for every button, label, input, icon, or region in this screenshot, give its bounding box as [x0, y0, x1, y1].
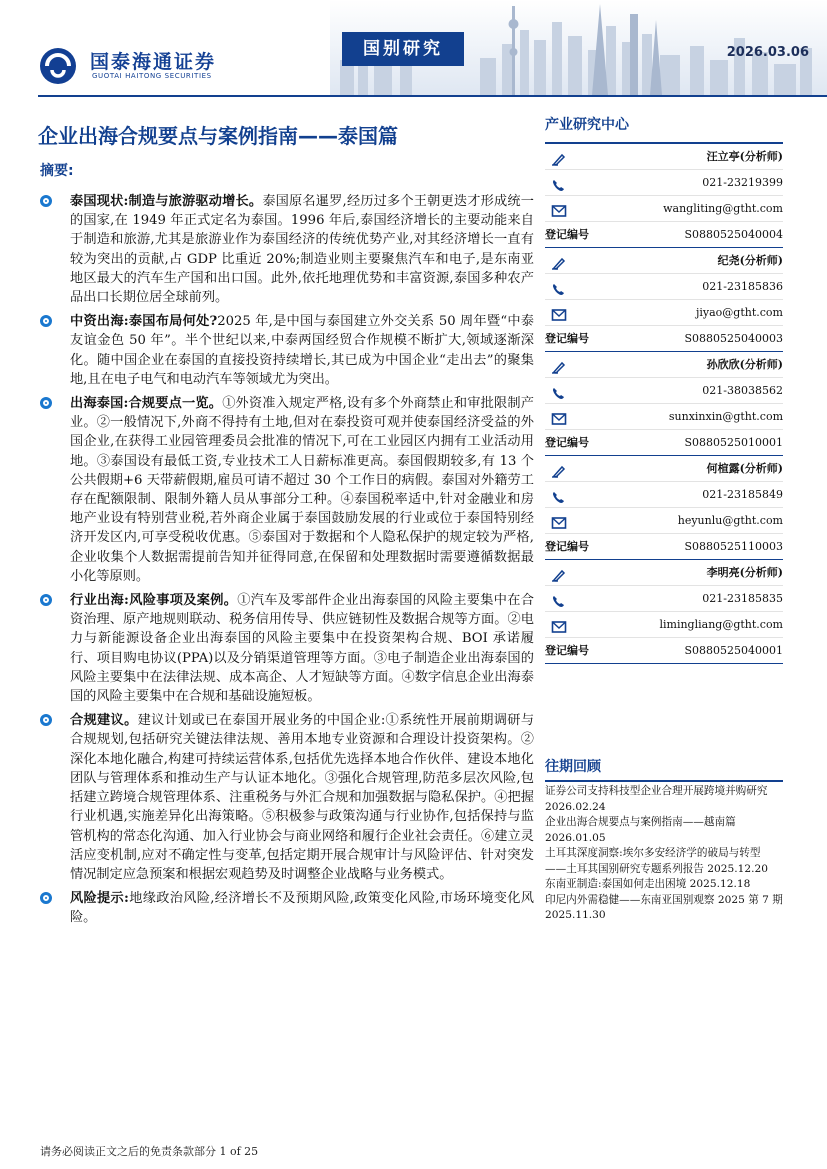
paragraph-heading: 泰国现状:制造与旅游驱动增长。: [70, 194, 263, 209]
analyst-row: [545, 612, 783, 638]
abstract-body: [40, 192, 534, 933]
analyst-email[interactable]: heyunlu@gtht.com: [677, 514, 783, 527]
analyst-registration: S0880525040004: [684, 228, 783, 241]
analyst-email[interactable]: limingliang@gtht.com: [659, 618, 783, 631]
report-category: 国别研究: [342, 32, 464, 66]
analyst-row: [545, 430, 783, 455]
mail-icon: [551, 514, 567, 528]
phone-icon: [551, 384, 567, 398]
analyst-row: [545, 326, 783, 351]
analyst-row: [545, 144, 783, 170]
analyst-registration: S0880525040003: [684, 332, 783, 345]
registration-label: 登记编号: [545, 436, 589, 449]
analyst-row: [545, 534, 783, 559]
analyst-card: [545, 144, 783, 248]
analyst-card: [545, 456, 783, 560]
past-review-line[interactable]: 东南亚制造:泰国如何走出困境 2025.12.18: [545, 878, 751, 890]
paragraph-heading: 出海泰国:合规要点一览。: [70, 396, 223, 412]
past-review-line[interactable]: 2026.01.05: [545, 831, 606, 844]
company-logo: [38, 46, 78, 86]
analyst-registration: S0880525010001: [684, 436, 783, 449]
page-header: [0, 0, 827, 95]
past-review-line[interactable]: 印尼内外需稳健——东南亚国别观察 2025 第 7 期: [545, 893, 783, 906]
mail-icon: [551, 202, 567, 216]
analyst-email[interactable]: wangliting@gtht.com: [663, 202, 783, 215]
bullet-icon: [40, 594, 52, 606]
analyst-card: [545, 352, 783, 456]
past-reviews-title: 往期回顾: [545, 756, 783, 782]
bullet-icon: [40, 315, 52, 327]
past-review-line[interactable]: ——土耳其国别研究专题系列报告 2025.12.20: [545, 862, 768, 875]
past-review-line[interactable]: 企业出海合规要点与案例指南——越南篇: [545, 816, 736, 828]
paragraph-heading: 行业出海:风险事项及案例。: [70, 593, 238, 609]
company-name: 国泰海通证券: [90, 51, 217, 73]
past-review-line[interactable]: 证券公司支持科技型企业合理开展跨境并购研究: [545, 785, 768, 797]
analyst-row: [545, 586, 783, 612]
analyst-name: 纪尧(分析师): [717, 254, 783, 267]
analyst-row: [545, 274, 783, 300]
analyst-phone: 021-23185849: [702, 488, 783, 501]
abstract-paragraph: [40, 192, 534, 307]
past-reviews: [545, 756, 783, 924]
analyst-row: [545, 560, 783, 586]
analyst-name: 何楦露(分析师): [706, 462, 783, 475]
analyst-row: [545, 508, 783, 534]
analyst-registration: S0880525040001: [684, 644, 783, 657]
mail-icon: [551, 618, 567, 632]
analyst-email[interactable]: jiyao@gtht.com: [695, 306, 783, 319]
abstract-paragraph: [40, 591, 534, 706]
analyst-phone: 021-23185835: [702, 592, 783, 605]
analyst-card: [545, 560, 783, 664]
header-divider: [38, 95, 827, 97]
bullet-icon: [40, 397, 52, 409]
analyst-list: [545, 144, 783, 664]
analyst-row: [545, 222, 783, 247]
analyst-row: [545, 482, 783, 508]
report-title: 企业出海合规要点与案例指南——泰国篇: [38, 124, 398, 148]
analyst-row: [545, 196, 783, 222]
analyst-row: [545, 248, 783, 274]
report-date: 2026.03.06: [726, 45, 809, 60]
phone-icon: [551, 176, 567, 190]
paragraph-text: 地缘政治风险,经济增长不及预期风险,政策变化风险,市场环境变化风险。: [70, 891, 534, 926]
phone-icon: [551, 488, 567, 502]
paragraph-text: ①汽车及零部件企业出海泰国的风险主要集中在合资治理、原产地规则联动、税务信用传导、供应链韧性及数据合规等方面。②电力与新能源设备企业出海泰国的风险主要集中在投资架构合规、BOI 承诺履行、项目购电协议(PPA)以及分销渠道管理等方面。③电子制造企业出海泰国的风险主要集中在法律法规、成本高企、人才短缺等方面。④数字信息企业出海泰国的风险主要集中在合规和基础设施短板。: [70, 593, 534, 705]
registration-label: 登记编号: [545, 332, 589, 345]
paragraph-heading: 风险提示:: [70, 891, 129, 907]
analyst-phone: 021-23185836: [702, 280, 783, 293]
pen-icon: [551, 358, 567, 372]
analyst-row: [545, 352, 783, 378]
analyst-row: [545, 404, 783, 430]
past-review-line[interactable]: 2026.02.24: [545, 800, 606, 813]
abstract-paragraph: [40, 889, 534, 927]
pen-icon: [551, 150, 567, 164]
abstract-paragraph: [40, 394, 534, 586]
paragraph-text: 建议计划或已在泰国开展业务的中国企业:①系统性开展前期调研与合规规划,包括研究关键法律法规、善用本地专业资源和合理设计投资架构。②深化本地化融合,构建可持续运营体系,包括优先选择本地合作伙伴、建设本地化团队与管理体系和推动生产与认证本地化。③强化合规管理,防范多层次风险,包括建立跨境合规管理体系、注重税务与外汇合规和加强数据与隐私保护。④把握行业机遇,实施差异化出海策略。⑤积极参与政策沟通与行业协作,包括保持与监管机构的常态化沟通、加入行业协会与商业网络和履行企业社会责任。⑥建立灵活应变机制,应对不确定性与变革,包括定期开展合规审计与风险评估、针对突发情况制定应急预案和根据宏观趋势及时调整企业战略与业务模式。: [70, 713, 535, 882]
paragraph-heading: 合规建议。: [70, 713, 138, 729]
analyst-name: 汪立亭(分析师): [706, 150, 783, 163]
registration-label: 登记编号: [545, 644, 589, 657]
registration-label: 登记编号: [545, 540, 589, 553]
analyst-name: 孙欣欣(分析师): [706, 358, 783, 371]
footer-disclaimer: 请务必阅读正文之后的免责条款部分 1 of 25: [40, 1145, 259, 1158]
analyst-name: 李明亮(分析师): [706, 566, 783, 579]
analyst-sidebar: [545, 114, 783, 664]
phone-icon: [551, 592, 567, 606]
registration-label: 登记编号: [545, 228, 589, 241]
abstract-paragraph: [40, 711, 534, 884]
bullet-icon: [40, 892, 52, 904]
sidebar-title: 产业研究中心: [545, 114, 783, 144]
bullet-icon: [40, 195, 52, 207]
pen-icon: [551, 462, 567, 476]
pen-icon: [551, 566, 567, 580]
bullet-icon: [40, 714, 52, 726]
abstract-paragraph: [40, 312, 534, 389]
company-name-en: GUOTAI HAITONG SECURITIES: [92, 72, 212, 80]
analyst-phone: 021-38038562: [702, 384, 783, 397]
analyst-row: [545, 638, 783, 663]
analyst-row: [545, 378, 783, 404]
analyst-card: [545, 248, 783, 352]
pen-icon: [551, 254, 567, 268]
past-review-line[interactable]: 2025.11.30: [545, 909, 606, 921]
past-reviews-list: [545, 782, 783, 924]
mail-icon: [551, 306, 567, 320]
analyst-row: [545, 456, 783, 482]
paragraph-text: 泰国原名暹罗,经历过多个王朝更迭才形成统一的国家,在 1949 年正式定名为泰国。1996 年后,泰国经济增长的主要动能来自于制造和旅游,尤其是旅游业作为泰国经济的传统优势产业,对其经济增长一直有较为突出的贡献,占 GDP 比重近 20%;制造业则主要聚焦汽车和电子,是东南亚地区最大的汽车生产国和出口国。此外,依托地理优势和丰富资源,泰国多种农产品出口长期位居全球前列。: [70, 194, 534, 306]
paragraph-text: ①外资准入规定严格,设有多个外商禁止和审批限制产业。②一般情况下,外商不得持有土地,但对在泰投资可观并使泰国经济受益的外国企业,在获得工业园管理委员会批准的情况下,可在工业园区内拥有工业活动用地。③泰国设有最低工资,专业技术工人日薪标准更高。泰国假期较多,有 13 个公共假期+6 天带薪假期,雇员可请不超过 30 个工作日的病假。泰国对外籍劳工存在配额限制、限制外籍人员从事部分工种。④泰国税率适中,针对金融业和房地产业设有特别营业税,若外商企业属于泰国鼓励发展的行业或位于泰国特别经济开发区内,可享受税收优惠。⑤泰国对于数据和个人隐私保护的规定较为严格,企业收集个人数据需提前告知并征得同意,在保留和处理数据时需要遵循数据最小化等原则。: [70, 396, 534, 584]
phone-icon: [551, 280, 567, 294]
paragraph-heading: 中资出海:泰国布局何处?: [70, 314, 218, 330]
analyst-row: [545, 170, 783, 196]
abstract-label: 摘要:: [40, 163, 74, 179]
paragraph-text: 2025 年,是中国与泰国建立外交关系 50 周年暨“中泰友谊金色 50 年”。半个世纪以来,中泰两国经贸合作规模不断扩大,领域逐渐深化。随中国企业在泰国的直接投资持续增长,其已成为中国企业“走出去”的聚集地,且在电子电气和电动汽车等领域尤为突出。: [70, 314, 534, 387]
mail-icon: [551, 410, 567, 424]
analyst-phone: 021-23219399: [702, 176, 783, 189]
analyst-row: [545, 300, 783, 326]
past-review-line[interactable]: 土耳其深度洞察:埃尔多安经济学的破局与转型: [545, 847, 761, 859]
analyst-registration: S0880525110003: [684, 540, 783, 553]
analyst-email[interactable]: sunxinxin@gtht.com: [668, 410, 783, 423]
